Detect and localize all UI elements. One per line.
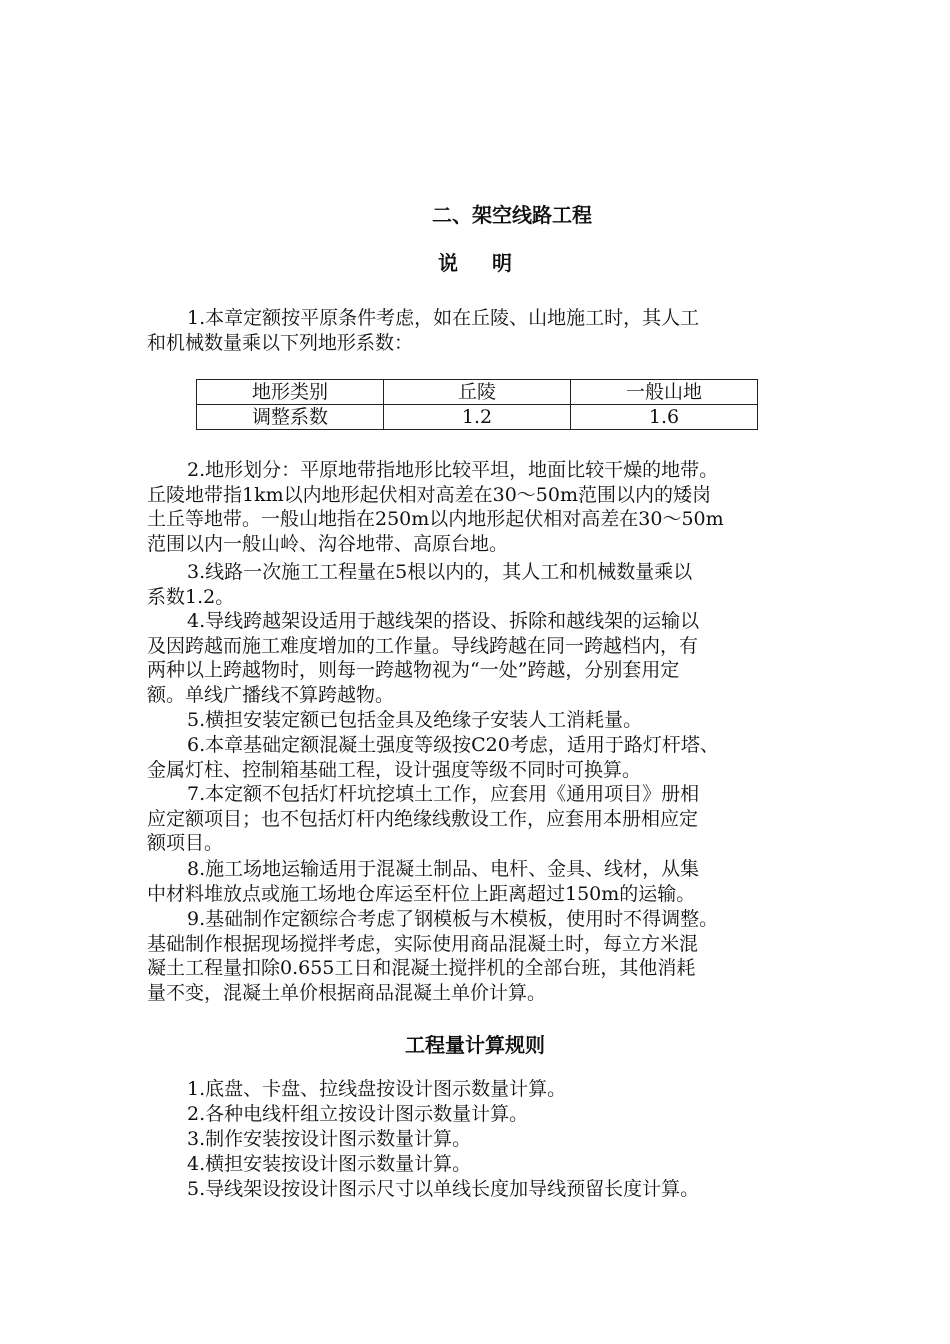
paragraph-line: 及因跨越而施工难度增加的工作量。导线跨越在同一跨越档内，有	[147, 634, 699, 657]
paragraph-5	[147, 708, 817, 733]
table-row	[197, 380, 758, 405]
paragraph-4	[147, 609, 817, 707]
paragraph-6	[147, 733, 817, 782]
paragraph-line: 6.本章基础定额混凝土强度等级按C20考虑，适用于路灯杆塔、	[187, 734, 719, 756]
terrain-coefficient-table	[196, 379, 758, 430]
paragraph-line: 8.施工场地运输适用于混凝土制品、电杆、金具、线材，从集	[187, 858, 700, 880]
paragraph-3	[147, 560, 817, 609]
table-cell: 调整系数	[197, 405, 384, 430]
paragraph-line: 1.本章定额按平原条件考虑，如在丘陵、山地施工时，其人工	[187, 307, 700, 329]
rules-heading: 工程量计算规则	[405, 1033, 545, 1057]
rule-item: 4.横担安装按设计图示数量计算。	[187, 1153, 472, 1175]
paragraph-1	[147, 306, 817, 355]
paragraph-line: 基础制作根据现场搅拌考虑，实际使用商品混凝土时，每立方米混	[147, 932, 699, 955]
paragraph-line: 系数1.2。	[147, 585, 235, 608]
paragraph-line: 量不变，混凝土单价根据商品混凝土单价计算。	[147, 981, 547, 1004]
rule-item: 3.制作安装按设计图示数量计算。	[187, 1128, 472, 1150]
rule-item: 1.底盘、卡盘、拉线盘按设计图示数量计算。	[187, 1078, 567, 1100]
paragraph-line: 丘陵地带指1km以内地形起伏相对高差在30～50m范围以内的矮岗	[147, 483, 711, 506]
rule-item: 5.导线架设按设计图示尺寸以单线长度加导线预留长度计算。	[187, 1178, 700, 1200]
paragraph-2	[147, 458, 817, 556]
paragraph-line: 额。单线广播线不算跨越物。	[147, 683, 395, 706]
table-cell: 1.2	[384, 405, 571, 430]
table-row	[197, 405, 758, 430]
table-cell: 丘陵	[384, 380, 571, 405]
paragraph-line: 7.本定额不包括灯杆坑挖填土工作，应套用《通用项目》册相	[187, 783, 700, 805]
paragraph-line: 5.横担安装定额已包括金具及绝缘子安装人工消耗量。	[187, 709, 643, 731]
paragraph-line: 凝土工程量扣除0.655工日和混凝土搅拌机的全部台班，其他消耗	[147, 957, 696, 980]
paragraph-line: 和机械数量乘以下列地形系数：	[147, 331, 414, 354]
paragraph-line: 9.基础制作定额综合考虑了钢模板与木模板，使用时不得调整。	[187, 908, 719, 930]
paragraph-line: 额项目。	[147, 832, 224, 855]
paragraph-9	[147, 907, 817, 1005]
table-cell: 一般山地	[571, 380, 758, 405]
paragraph-line: 应定额项目；也不包括灯杆内绝缘线敷设工作，应套用本册相应定	[147, 807, 699, 830]
table-cell: 地形类别	[197, 380, 384, 405]
paragraph-line: 中材料堆放点或施工场地仓库运至杆位上距离超过150m的运输。	[147, 882, 696, 905]
paragraph-line: 3.线路一次施工工程量在5根以内的，其人工和机械数量乘以	[187, 561, 693, 583]
paragraph-line: 金属灯柱、控制箱基础工程，设计强度等级不同时可换算。	[147, 758, 642, 781]
paragraph-7	[147, 782, 817, 856]
paragraph-line: 土丘等地带。一般山地指在250m以内地形起伏相对高差在30～50m	[147, 508, 724, 531]
paragraph-line: 范围以内一般山岭、沟谷地带、高原台地。	[147, 532, 509, 555]
rule-item: 2.各种电线杆组立按设计图示数量计算。	[187, 1103, 529, 1125]
paragraph-line: 两种以上跨越物时，则每一跨越物视为“一处”跨越，分别套用定	[147, 659, 680, 682]
paragraph-8	[147, 857, 817, 906]
paragraph-line: 4.导线跨越架设适用于越线架的搭设、拆除和越线架的运输以	[187, 610, 700, 632]
table-cell: 1.6	[571, 405, 758, 430]
paragraph-line: 2.地形划分：平原地带指地形比较平坦，地面比较干燥的地带。	[187, 459, 719, 481]
section-heading: 说明	[438, 251, 546, 275]
chapter-heading: 二、架空线路工程	[432, 203, 592, 227]
